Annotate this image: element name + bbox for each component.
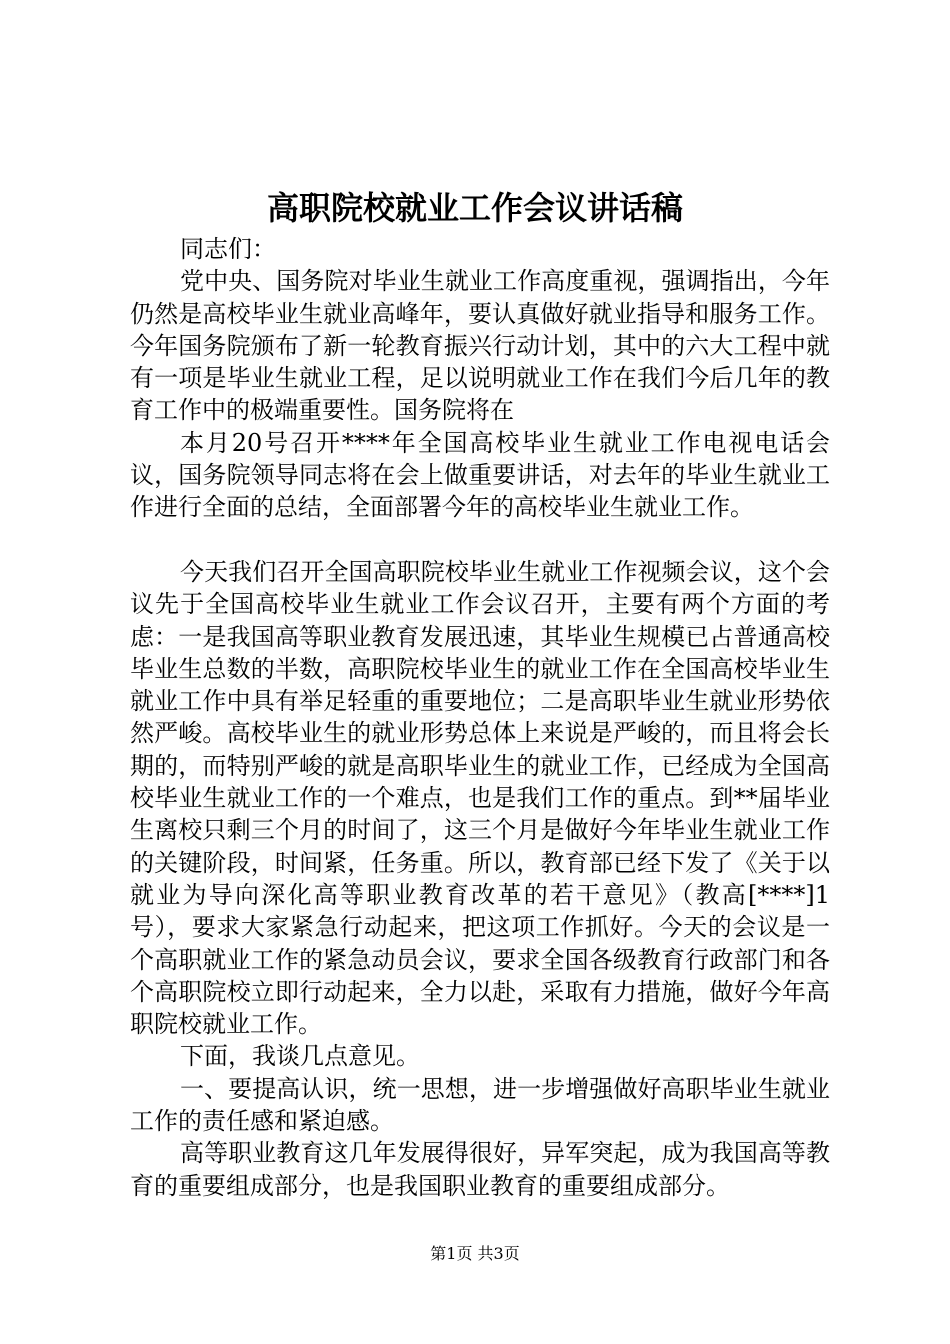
paragraph-2: 本月20号召开****年全国高校毕业生就业工作电视电话会议，国务院领导同志将在会上做重要讲话，对去年的毕业生就业工作进行全面的总结，全面部署今年的高校毕业生就业工作。 [130, 428, 830, 522]
paragraph-1: 党中央、国务院对毕业生就业工作高度重视，强调指出，今年仍然是高校毕业生就业高峰年，要认真做好就业指导和服务工作。今年国务院颁布了新一轮教育振兴行动计划，其中的六大工程中就有一项是毕业生就业工程，足以说明就业工作在我们今后几年的教育工作中的极端重要性。国务院将在 [130, 267, 830, 425]
paragraph-salutation: 同志们： [180, 235, 276, 263]
paragraph-3: 今天我们召开全国高职院校毕业生就业工作视频会议，这个会议先于全国高校毕业生就业工作会议召开，主要有两个方面的考虑：一是我国高等职业教育发展迅速，其毕业生规模已占普通高校毕业生总数的半数，高职院校毕业生的就业工作在全国高校毕业生就业工作中具有举足轻重的重要地位；二是高职毕业生就业形势依然严峻。高校毕业生的就业形势总体上来说是严峻的，而且将会长期的，而特别严峻的就是高职毕业生的就业工作，已经成为全国高校毕业生就业工作的一个难点，也是我们工作的重点。到**届毕业生离校只剩三个月的时间了，这三个月是做好今年毕业生就业工作的关键阶段，时间紧，任务重。所以，教育部已经下发了《关于以就业为导向深化高等职业教育改革的若干意见》（教高[****]1号），要求大家紧急行动起来，把这项工作抓好。今天的会议是一个高职就业工作的紧急动员会议，要求全国各级教育行政部门和各个高职院校立即行动起来，全力以赴，采取有力措施，做好今年高职院校就业工作。 [130, 557, 830, 1039]
document-title: 高职院校就业工作会议讲话稿 [266, 189, 683, 227]
paragraph-5: 高等职业教育这几年发展得很好，异军突起，成为我国高等教育的重要组成部分，也是我国职业教育的重要组成部分。 [130, 1139, 830, 1200]
document-body [130, 233, 830, 1202]
section-heading-1: 一、要提高认识，统一思想，进一步增强做好高职毕业生就业工作的责任感和紧迫感。 [130, 1074, 830, 1136]
page-footer: 第1页 共3页 [430, 1244, 520, 1263]
paragraph-spacer [130, 524, 830, 556]
paragraph-4: 下面，我谈几点意见。 [180, 1042, 420, 1071]
